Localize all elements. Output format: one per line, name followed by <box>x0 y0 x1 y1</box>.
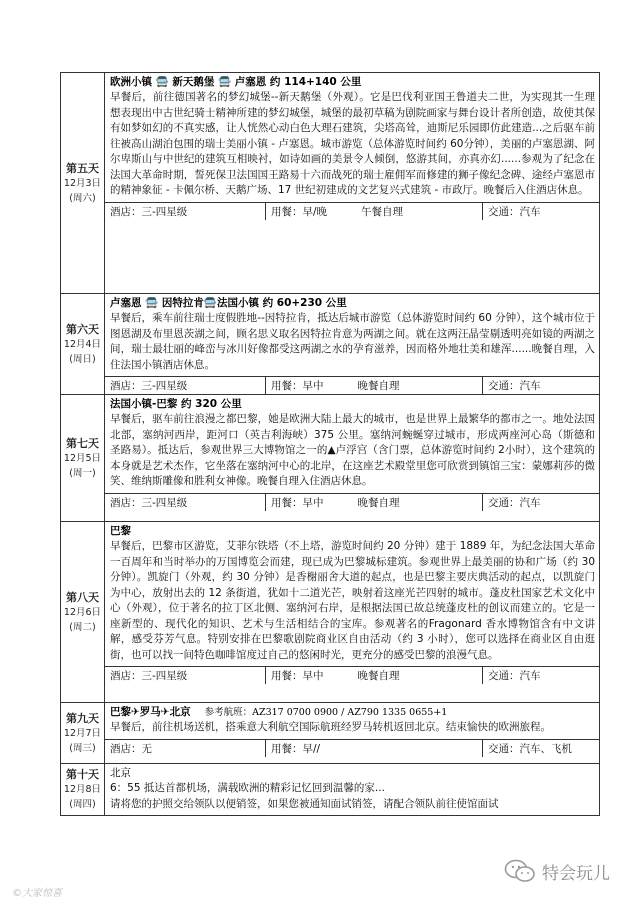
day-date: 12月3日 <box>63 177 102 189</box>
hotel-info: 酒店：三-四星级 <box>105 203 266 220</box>
day-footer <box>105 202 599 220</box>
day-row-5 <box>61 73 600 294</box>
meal-note: 晚餐自理 <box>357 380 400 392</box>
meal-label: 用餐：早中 <box>271 380 324 392</box>
day-description: 早餐后，驱车前往浪漫之都巴黎，她是欧洲大陆上最大的城市，也是世界上最繁华的都市之一。地处法国北部，塞纳河西岸，距河口（英吉利海峡）375 公里。塞纳河蜿蜒穿过城市，形成两座河心岛（斯德和圣路易）。抵达后，参观世界三大博物馆之一的▲卢浮宫（含门票，总体游览时间约 2小时），这个建筑的本身就是艺术杰作，它坐落在塞纳河中心的北岸，在这座艺术殿堂里您可欣赏到镇馆三宝：蒙娜莉莎的微笑、维纳斯雕像和胜利女神像。晚餐自理入住酒店休息。 <box>110 413 595 487</box>
hotel-info: 酒店：三-四星级 <box>105 667 266 684</box>
hotel-info: 酒店：无 <box>105 740 266 757</box>
watermark-right <box>504 858 610 884</box>
meal-note: 晚餐自理 <box>357 496 400 509</box>
day-weekday: (周四) <box>69 799 96 810</box>
day-footer <box>105 739 599 757</box>
route-line: 巴黎 <box>110 525 131 537</box>
day-label <box>61 73 105 294</box>
day-weekday: (周一) <box>69 467 96 479</box>
day-label <box>61 764 105 816</box>
day-row-6 <box>61 294 600 395</box>
itinerary-table <box>60 72 600 816</box>
day-name: 第七天 <box>66 436 99 450</box>
traffic-info: 交通：汽车、飞机 <box>488 742 572 755</box>
day-weekday: (周二) <box>69 621 96 633</box>
traffic-info: 交通：汽车 <box>488 670 541 682</box>
day-name: 第六天 <box>66 322 99 336</box>
route-line: 欧洲小镇 🚍 新天鹅堡 🚍 卢塞恩 约 114+140 公里 <box>110 76 362 88</box>
day-date: 12月7日 <box>63 727 102 739</box>
watermark-left: ©大家惊喜 <box>12 888 62 899</box>
day-name: 第五天 <box>66 161 99 175</box>
day-label <box>61 395 105 522</box>
day-footer <box>105 376 599 394</box>
day-content <box>105 73 600 294</box>
day-content <box>105 764 600 816</box>
meal-note: 午餐自理 <box>361 205 404 218</box>
day-label <box>61 522 105 703</box>
wechat-logo-icon <box>504 858 536 884</box>
day-weekday: (周六) <box>69 192 96 204</box>
flight-info: 参考航班：AZ317 0700 0900 / AZ790 1335 0655+1 <box>204 707 448 718</box>
day-content <box>105 522 600 703</box>
day-weekday: (周日) <box>69 353 96 365</box>
day-date: 12月4日 <box>63 338 102 350</box>
meal-label: 用餐：早/晚 <box>271 205 328 218</box>
hotel-info: 酒店：三-四星级 <box>105 377 266 394</box>
day-date: 12月6日 <box>63 606 102 618</box>
day-footer <box>105 493 599 511</box>
route-line: 卢塞恩 🚍 因特拉肯🚍法国小镇 约 60+230 公里 <box>110 297 347 309</box>
day-name: 第九天 <box>66 711 99 725</box>
day-date: 12月8日 <box>63 784 102 795</box>
meal-label: 用餐：早中 <box>271 670 324 682</box>
day-label <box>61 703 105 764</box>
meal-info <box>266 494 483 511</box>
day-name: 第八天 <box>66 590 99 604</box>
day-content <box>105 395 600 522</box>
traffic-info: 交通：汽车 <box>488 205 541 218</box>
day-description: 早餐后，巴黎市区游览，艾菲尔铁塔（不上塔，游览时间约 20 分钟）建于 1889 年，为纪念法国大革命一百周年和当时举办的万国博览会而建，现已成为巴黎城标建筑。参观世界上最美丽的协和广场（约 30 分钟）。凯旋门（外观，约 30 分钟）是香榭丽舍大道的起点，也是巴黎主要庆典活动的起点，以凯旋门为中心，放射出去的 12 条街道，犹如十二道光芒，映射着这座光芒四射的城市。蓬皮杜国家艺术文化中心（外观），位于著名的拉丁区北侧、塞纳河右岸，是根据法国已故总统蓬皮杜的创议而建立的。它是一座新型的、现代化的知识、艺术与生活相结合的宝库。参观著名的Fragonard 香水博物馆含有中文讲解，感受芬芳气息。特别安排在巴黎歌剧院商业区自由活动（约 3 小时），您可以选择在商业区自由逛街，也可以找一间特色咖啡馆度过自己的悠闲时光，更充分的感受巴黎的浪漫气息。 <box>110 540 595 661</box>
meal-note: 晚餐自理 <box>357 670 400 682</box>
meal-info <box>266 740 483 757</box>
day-description: 6：55 抵达首都机场，满载欧洲的精彩记忆回到温馨的家... 请将您的护照交给领队以便销签，如果您被通知面试销签，请配合领队前往使馆面试 <box>110 782 499 810</box>
meal-info <box>266 203 483 220</box>
day-row-9 <box>61 703 600 764</box>
traffic-info: 交通：汽车 <box>488 380 541 392</box>
meal-info <box>266 377 483 394</box>
day-row-7 <box>61 395 600 522</box>
day-content <box>105 703 600 764</box>
route-text: 巴黎✈罗马✈北京 <box>110 706 191 718</box>
route-line: 北京 <box>110 767 131 779</box>
day-footer <box>105 666 599 684</box>
day-row-10 <box>61 764 600 816</box>
meal-info <box>266 667 483 684</box>
day-description: 早餐后，乘车前往瑞士度假胜地--因特拉肯，抵达后城市游览（总体游览时间约 60 分钟），这个城市位于图恩湖及布里恩茨湖之间，顾名思义取名因特拉肯意为两湖之间。就在这两汪晶莹剔透明亮如镜的两湖之间，瑞士最壮丽的峰峦与冰川好像都受这两湖之水的孕育滋养，因而格外地壮美和雄浑......晚餐自理，入住法国小镇酒店休息。 <box>110 312 595 371</box>
day-name: 第十天 <box>66 768 99 781</box>
route-line <box>105 703 599 720</box>
meal-label: 用餐：早// <box>271 742 321 755</box>
day-weekday: (周三) <box>69 742 96 754</box>
day-row-8 <box>61 522 600 703</box>
day-date: 12月5日 <box>63 452 102 464</box>
route-line: 法国小镇-巴黎 约 320 公里 <box>110 398 242 410</box>
meal-label: 用餐：早中 <box>271 496 324 509</box>
day-description: 早餐后，前往德国著名的梦幻城堡--新天鹅堡（外观）。它是巴伐利亚国王鲁道夫二世，为实现其一生理想表现出中古世纪骑士精神所建的梦幻城堡，城堡的最初草稿为剧院画家与舞台设计者所创造，故使其保有如梦如幻的不真实感，让人恍然心动白色大理石建筑，尖塔高耸，迪斯尼乐园即仿此建造...之后驱车前往被高山湖泊包围的瑞士美丽小镇 - 卢塞恩。城市游览（总体游览时间约 60分钟），美丽的卢塞恩湖、阿尔卑斯山与中世纪的建筑互相映衬，如诗如画的美景令人倾倒，悠游其间，亦真亦幻......参观为了纪念在法国大革命时期，誓死保卫法国国王路易十六而战死的瑞士雇佣军而修建的狮子像纪念碑、途经卢塞恩市的精神象征 - 卡佩尔桥、天鹅广场、17 世纪初建成的文艺复兴式建筑 - 市政厅。晚餐后入住酒店休息。 <box>110 91 595 196</box>
day-label <box>61 294 105 395</box>
hotel-info: 酒店：三-四星级 <box>105 494 266 511</box>
day-content <box>105 294 600 395</box>
day-description: 早餐后，前往机场送机，搭乘意大利航空国际航班经罗马转机返回北京。结束愉快的欧洲旅程。 <box>110 721 551 733</box>
traffic-info: 交通：汽车 <box>488 496 541 509</box>
watermark-text: 特会玩儿 <box>542 863 610 884</box>
